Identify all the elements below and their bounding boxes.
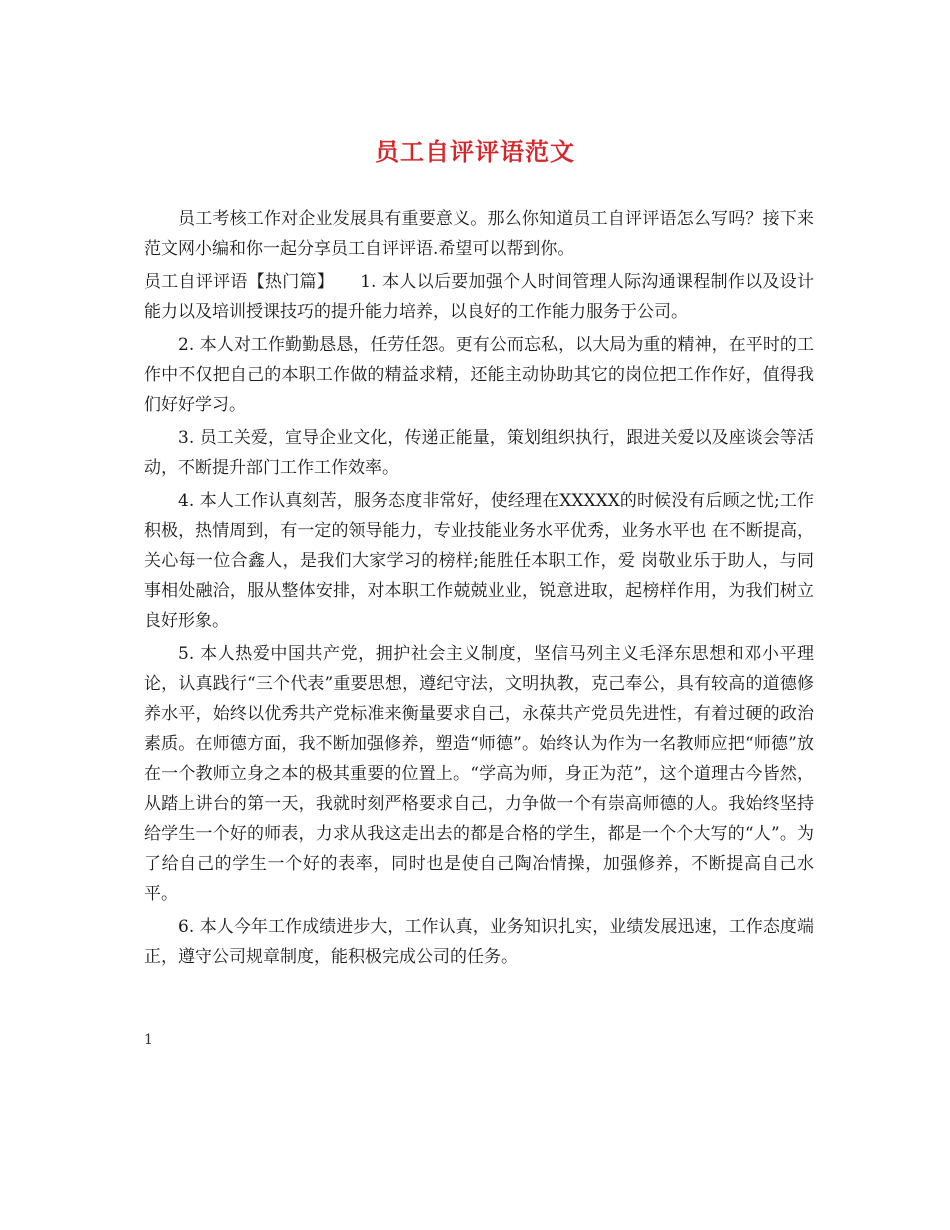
paragraph-item-6: 6. 本人今年工作成绩进步大，工作认真，业务知识扎实，业绩发展迅速，工作态度端正，遵守公司规章制度，能积极完成公司的任务。 xyxy=(144,917,814,967)
page-number: 1 xyxy=(144,1032,153,1048)
document-title: 员工自评评语范文 xyxy=(375,137,575,166)
paragraph-intro: 员工考核工作对企业发展具有重要意义。那么你知道员工自评评语怎么写吗？接下来范文网小编和你一起分享员工自评评语.希望可以帮到你。 xyxy=(144,209,814,259)
paragraph-item-1: 员工自评评语【热门篇】 1. 本人以后要加强个人时间管理人际沟通课程制作以及设计能力以及培训授课技巧的提升能力培养，以良好的工作能力服务于公司。 xyxy=(144,272,814,322)
paragraph-item-3: 3. 员工关爱，宣导企业文化，传递正能量，策划组织执行，跟进关爱以及座谈会等活动，不断提升部门工作工作效率。 xyxy=(144,428,814,478)
paragraph-item-5: 5. 本人热爱中国共产党，拥护社会主义制度，坚信马列主义毛泽东思想和邓小平理论，认真践行“三个代表”重要思想，遵纪守法，文明执教，克己奉公，具有较高的道德修养水平，始终以优秀共产党标准来衡量要求自己，永葆共产党员先进性，有着过硬的政治素质。在师德方面，我不断加强修养，塑造“师德”。始终认为作为一名教师应把“师德”放在一个教师立身之本的极其重要的位置上。“学高为师，身正为范”，这个道理古今皆然，从踏上讲台的第一天，我就时刻严格要求自己，力争做一个有崇高师德的人。我始终坚持给学生一个好的师表，力求从我这走出去的都是合格的学生，都是一个个大写的“人”。为了给自己的学生一个好的表率，同时也是使自己陶冶情操，加强修养，不断提高自己水平。 xyxy=(144,644,814,904)
paragraph-item-2: 2. 本人对工作勤勤恳恳，任劳任怨。更有公而忘私，以大局为重的精神，在平时的工作中不仅把自己的本职工作做的精益求精，还能主动协助其它的岗位把工作作好，值得我们好好学习。 xyxy=(144,335,814,415)
document-body xyxy=(144,204,814,975)
paragraph-item-4: 4. 本人工作认真刻苦，服务态度非常好，使经理在XXXXX的时候没有后顾之忧;工作积极，热情周到，有一定的领导能力，专业技能业务水平优秀，业务水平也 在不断提高，关心每一位合鑫人，是我们大家学习的榜样;能胜任本职工作，爱 岗敬业乐于助人，与同事相处融洽，服从整体安排，对本职工作兢兢业业，锐意进取，起榜样作用，为我们树立良好形象。 xyxy=(144,491,814,631)
